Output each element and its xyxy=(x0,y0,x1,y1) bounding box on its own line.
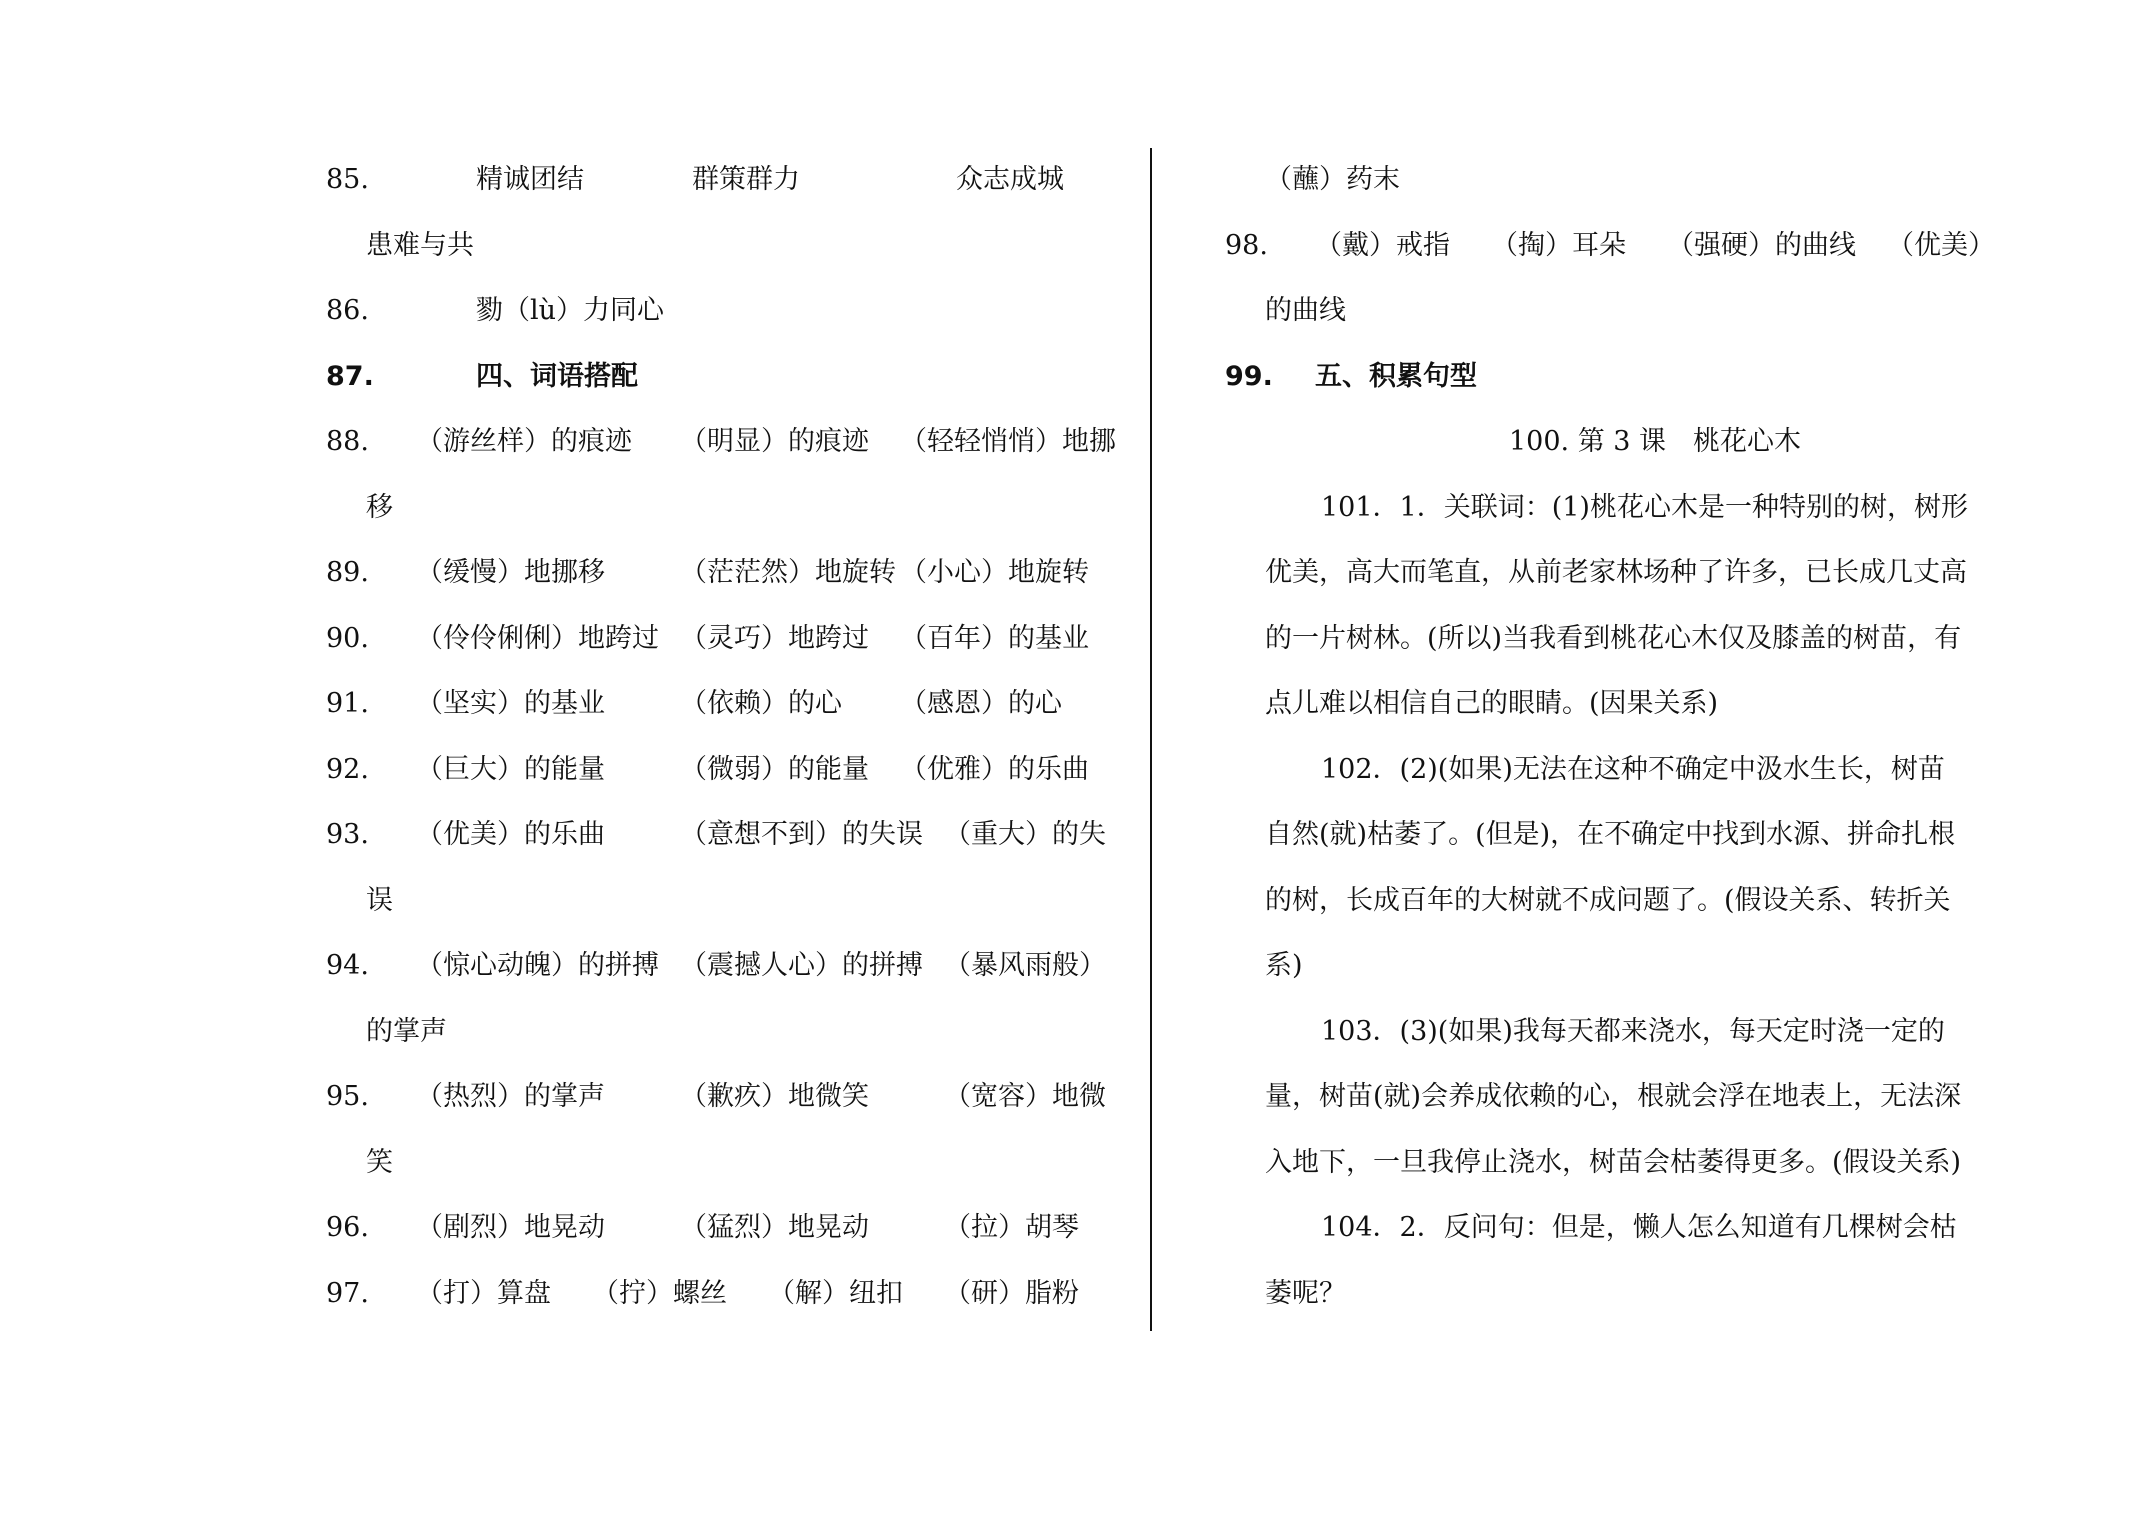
item-97: 97. （打）算盘 （拧）螺丝 （解）纽扣 （研）脂粉 xyxy=(326,1277,1079,1309)
item-93: 93. （优美）的乐曲 （意想不到）的失误 （重大）的失 xyxy=(326,819,1106,850)
left-column xyxy=(326,155,1126,1334)
item-95: 95. （热烈）的掌声 （歉疚）地微笑 （宽容）地微 xyxy=(326,1081,1106,1112)
item-85-cont: 患难与共 xyxy=(366,229,474,261)
item-88-cont: 移 xyxy=(366,491,393,523)
item-91: 91. （坚实）的基业 （依赖）的心 （感恩）的心 xyxy=(326,688,1062,719)
item-93-cont: 误 xyxy=(366,884,393,916)
paragraph-104: 104．2．反问句：但是，懒人怎么知道有几棵树会枯 萎呢？ xyxy=(1265,1212,1957,1309)
item-88: 88. （游丝样）的痕迹 （明显）的痕迹 （轻轻悄悄）地挪 xyxy=(326,426,1116,457)
item-95-cont: 笑 xyxy=(366,1146,393,1178)
item-92: 92. （巨大）的能量 （微弱）的能量 （优雅）的乐曲 xyxy=(326,753,1089,785)
item-87-heading: 87. 四、词语搭配 xyxy=(326,360,638,392)
item-98-cont: 的曲线 xyxy=(1265,295,1346,326)
item-94: 94. （惊心动魄）的拼搏 （震撼人心）的拼搏 （暴风雨般） xyxy=(326,950,1106,981)
item-99-heading: 99. 五、积累句型 xyxy=(1225,360,1477,392)
item-90: 90. （伶伶俐俐）地跨过 （灵巧）地跨过 （百年）的基业 xyxy=(326,622,1089,654)
paragraph-102: 102．(2)(如果)无法在这种不确定中汲水生长，树苗 自然(就)枯萎了。(但是)，在不确定中找到水源、拼命扎根 的树，长成百年的大树就不成问题了。(假设关系、转折关 系) xyxy=(1265,753,1956,981)
item-98: 98. （戴）戒指 （掏）耳朵 （强硬）的曲线 （优美） xyxy=(1225,229,1995,261)
paragraph-103: 103．(3)(如果)我每天都来浇水，每天定时浇一定的 量，树苗(就)会养成依赖的心，根就会浮在地表上，无法深 入地下，一旦我停止浇水，树苗会枯萎得更多。(假设关系) xyxy=(1265,1015,1962,1178)
item-96: 96. （剧烈）地晃动 （猛烈）地晃动 （拉）胡琴 xyxy=(326,1212,1079,1243)
item-89: 89. （缓慢）地挪移 （茫茫然）地旋转 （小心）地旋转 xyxy=(326,557,1089,588)
right-column xyxy=(1225,155,2025,1334)
item-86: 86. 勠（lù）力同心 xyxy=(326,295,665,326)
column-divider xyxy=(1150,148,1152,1331)
item-85: 85. 精诚团结 群策群力 众志成城 xyxy=(326,164,1064,195)
paragraph-101: 101．1．关联词：(1)桃花心木是一种特别的树，树形 优美，高大而笔直，从前老家林场种了许多，已长成几丈高 的一片树林。(所以)当我看到桃花心木仅及膝盖的树苗，有 点儿难以相信自己的眼睛。(因果关系) xyxy=(1265,491,1968,719)
item-94-cont: 的掌声 xyxy=(366,1015,447,1047)
item-97-cont: （蘸）药末 xyxy=(1265,164,1400,195)
lesson-title: 100. 第 3 课 桃花心木 xyxy=(1509,426,1802,457)
